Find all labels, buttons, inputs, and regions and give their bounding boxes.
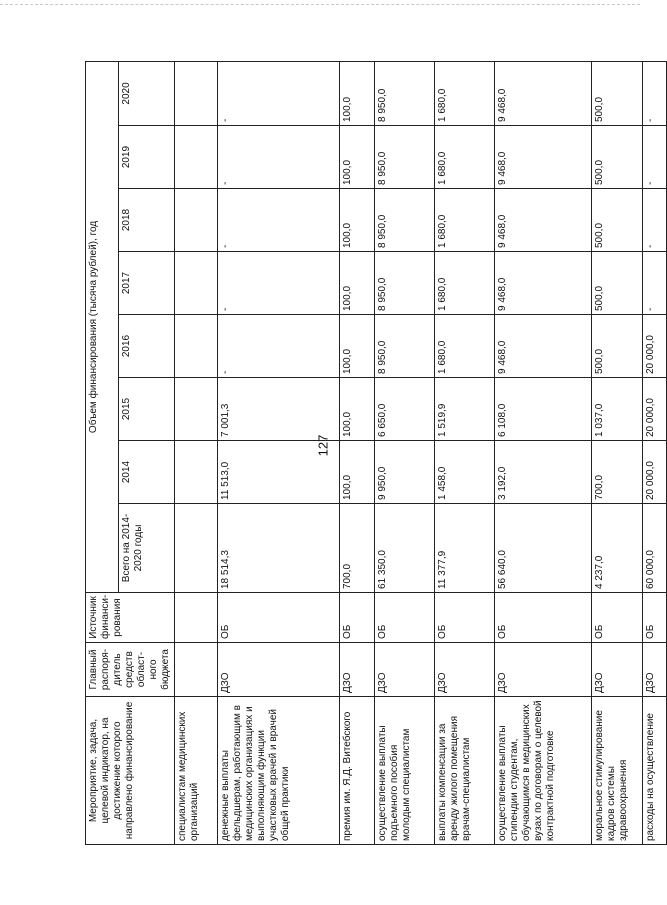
- table-row: [339, 61, 374, 844]
- row-year-value: -: [217, 189, 339, 252]
- row-year-value: 1 680,0: [435, 252, 495, 315]
- row-total: 18 514,3: [217, 504, 339, 593]
- row-year-value: 100,0: [339, 378, 374, 441]
- row-source: ОБ: [643, 593, 667, 643]
- row-year-value: 8 950,0: [375, 315, 435, 378]
- row-source: ОБ: [591, 593, 642, 643]
- row-total: 4 237,0: [591, 504, 642, 593]
- row-year-value: 500,0: [591, 315, 642, 378]
- row-year-value: 1 037,0: [591, 378, 642, 441]
- row-source: ОБ: [217, 593, 339, 643]
- row-year-value: -: [643, 126, 667, 189]
- row-measure: осуществление выплаты стипендии студентам, обучающимся в медицинских вузах по договорам о целевой контрактной подготовке: [495, 697, 591, 845]
- row-year-value: -: [217, 61, 339, 125]
- row-year-value: 20 000,0: [643, 315, 667, 378]
- table-row: [375, 61, 435, 844]
- row-year-value: -: [217, 315, 339, 378]
- header-year: 2016: [118, 315, 174, 378]
- header-measure: Мероприятие, задача, целевой индикатор, на достижение которого направлено финансирование: [86, 697, 175, 845]
- row-year-value: 3 192,0: [495, 441, 591, 504]
- row-year-value: 1 458,0: [435, 441, 495, 504]
- row-year-value: 11 513,0: [217, 441, 339, 504]
- header-year: 2019: [118, 126, 174, 189]
- row-source: ОБ: [495, 593, 591, 643]
- row-year-value: 8 950,0: [375, 189, 435, 252]
- row-year-value: 8 950,0: [375, 126, 435, 189]
- table-row: [591, 61, 642, 844]
- row-year-value: -: [643, 189, 667, 252]
- row-year-value: 9 950,0: [375, 441, 435, 504]
- row-year-value: -: [217, 126, 339, 189]
- row-measure: денежные выплаты фельдшерам, работающим в медицинских организациях и выполняющим функции участковых врачей и врачей общей практики: [217, 697, 339, 845]
- row-year-value: 500,0: [591, 61, 642, 125]
- row-year-value: 6 108,0: [495, 378, 591, 441]
- table-row: [643, 61, 667, 844]
- scan-edge-line: [0, 4, 640, 6]
- row-year-value: 8 950,0: [375, 61, 435, 125]
- row-measure: расходы на осуществление: [643, 697, 667, 845]
- table-row: [435, 61, 495, 844]
- header-year: 2020: [118, 61, 174, 125]
- row-manager: ДЗО: [375, 643, 435, 697]
- row-year-value: 1 680,0: [435, 189, 495, 252]
- row-year-value: -: [217, 252, 339, 315]
- row-year-value: 8 950,0: [375, 252, 435, 315]
- header-manager: Главный распоря-дитель средств област-ного бюджета: [86, 643, 175, 697]
- row-year-value: 100,0: [339, 315, 374, 378]
- row-year-value: 100,0: [339, 252, 374, 315]
- row-total: 11 377,9: [435, 504, 495, 593]
- row-measure: специалистам медицинских организаций: [175, 697, 218, 845]
- rotated-table-container: [85, 62, 657, 845]
- row-year-value: -: [643, 61, 667, 125]
- row-year-value: 700,0: [591, 441, 642, 504]
- row-measure: премия им. Я.Д. Витебского: [339, 697, 374, 845]
- header-row-1: [86, 61, 119, 844]
- row-year-value: 500,0: [591, 126, 642, 189]
- row-manager: ДЗО: [643, 643, 667, 697]
- row-year-value: 1 680,0: [435, 315, 495, 378]
- row-source: [175, 593, 218, 643]
- row-total: [175, 504, 218, 593]
- page-number: 127: [315, 434, 331, 457]
- row-year-value: [175, 126, 218, 189]
- header-source: Источник финанси-рования: [86, 593, 175, 643]
- row-source: ОБ: [435, 593, 495, 643]
- row-year-value: 1 680,0: [435, 61, 495, 125]
- row-year-value: 20 000,0: [643, 378, 667, 441]
- row-year-value: 6 650,0: [375, 378, 435, 441]
- header-volume: Объем финансирования (тысяча рублей), год: [86, 61, 119, 592]
- row-year-value: 1 519,9: [435, 378, 495, 441]
- row-year-value: 100,0: [339, 61, 374, 125]
- row-year-value: 100,0: [339, 126, 374, 189]
- row-total: 56 640,0: [495, 504, 591, 593]
- row-year-value: 9 468,0: [495, 252, 591, 315]
- row-year-value: 9 468,0: [495, 126, 591, 189]
- row-year-value: [175, 189, 218, 252]
- row-year-value: 9 468,0: [495, 189, 591, 252]
- row-source: ОБ: [339, 593, 374, 643]
- row-total: 700,0: [339, 504, 374, 593]
- row-year-value: [175, 315, 218, 378]
- row-year-value: [175, 441, 218, 504]
- row-manager: ДЗО: [217, 643, 339, 697]
- row-manager: ДЗО: [495, 643, 591, 697]
- row-manager: ДЗО: [339, 643, 374, 697]
- row-manager: ДЗО: [435, 643, 495, 697]
- row-year-value: 100,0: [339, 189, 374, 252]
- row-total: 60 000,0: [643, 504, 667, 593]
- row-year-value: [175, 252, 218, 315]
- row-source: ОБ: [375, 593, 435, 643]
- row-measure: моральное стимулирование кадров системы здравоохранения: [591, 697, 642, 845]
- row-year-value: -: [643, 252, 667, 315]
- row-year-value: [175, 61, 218, 125]
- row-year-value: 9 468,0: [495, 315, 591, 378]
- row-measure: выплаты компенсации за аренду жилого помещения врачам-специалистам: [435, 697, 495, 845]
- row-year-value: 20 000,0: [643, 441, 667, 504]
- row-measure: осуществление выплаты подъемного пособия молодым специалистам: [375, 697, 435, 845]
- financing-table: [85, 61, 667, 845]
- row-manager: ДЗО: [591, 643, 642, 697]
- row-year-value: 1 680,0: [435, 126, 495, 189]
- table-row: [495, 61, 591, 844]
- header-total: Всего на 2014-2020 годы: [118, 504, 174, 593]
- header-year: 2014: [118, 441, 174, 504]
- row-year-value: 9 468,0: [495, 61, 591, 125]
- header-year: 2015: [118, 378, 174, 441]
- row-year-value: 7 001,3: [217, 378, 339, 441]
- row-total: 61 350,0: [375, 504, 435, 593]
- table-row: [175, 61, 218, 844]
- table-row: [217, 61, 339, 844]
- row-year-value: 100,0: [339, 441, 374, 504]
- row-year-value: 500,0: [591, 189, 642, 252]
- row-manager: [175, 643, 218, 697]
- row-year-value: [175, 378, 218, 441]
- header-year: 2017: [118, 252, 174, 315]
- header-year: 2018: [118, 189, 174, 252]
- row-year-value: 500,0: [591, 252, 642, 315]
